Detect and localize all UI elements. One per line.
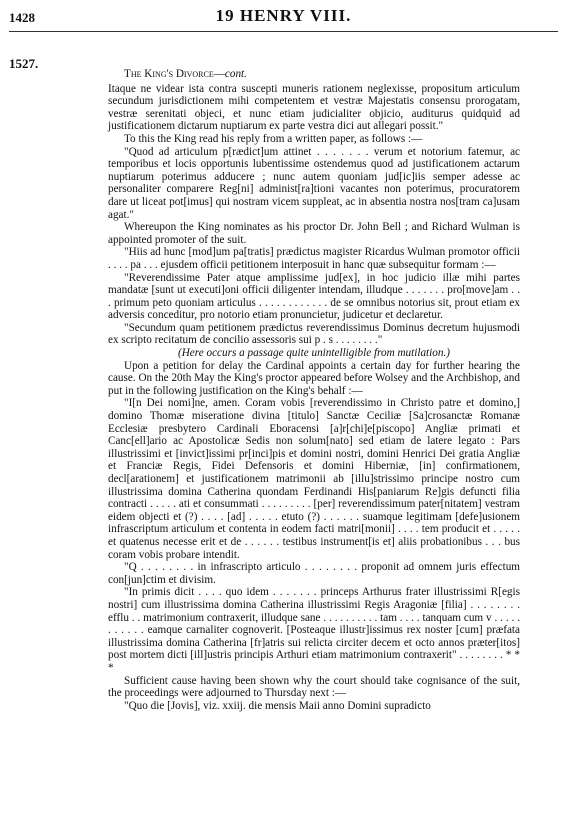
paragraph-5: "Hiis ad hunc [mod]um pa[tratis] prædictus magister Ricardus Wulman promotor officii . . . . pa . . . ejusdem officii petitionem interposuit in hanc quæ subsequitur formam :— (108, 246, 520, 271)
paragraph-3: "Quod ad articulum p[rædict]um attinet . . . . . . . verum et notorium fatemur, ac temporibus et locis opportunis lubentissime ostendemus quod ad justificationem actarum nuptiarum poterimus adducere ; nunc autem quoniam jud[ic]iis semper adesse ac personaliter comparere Reg[ni] administ[ra]tioni vacantes non poterimus, procuratorem dare ut liceat pot[imus] qui nostram vicem suppleat, ac in absentia nostra nos[tram ca]usam agat." (108, 145, 520, 221)
page-header (0, 6, 567, 28)
editorial-note: (Here occurs a passage quite unintelligible from mutilation.) (178, 347, 450, 360)
paragraph-7: "Secundum quam petitionem prædictus reverendissimus Dominus decretum hujusmodi ex scripto recitatum de concilio assessoris sui p . s . . . . . . . ." (108, 321, 520, 347)
paragraph-9: "I[n Dei nomi]ne, amen. Coram vobis [reverendissimo in Christo patre et domino,] domino Thomæ miseratione divina [titulo] Sanctæ Ceciliæ [Sa]crosanctæ Romanæ Ecclesiæ presbytero Cardinali Eboracensi [a]r[chi]e[piscopo] Angliæ primati et Canc[ell]ario ac Apostolicæ Sedis non solum[nato] sed etiam de latere legato : Pars illustrissimi et [invict]issimi pr[inci]pis et domini nostri, domini Henrici Dei gratia Angliæ et Franciæ Regis, Fidei Defensoris et domini Hiberniæ, [in] confirmationem, decl[arationem] et justificationem matrimonii ab [illu]strissimo principe nostro cum illustrissima domina Catherina quondam Ferdinandi His[paniarum Re]gis defuncti filia contracti . . . . . ati et consummati . . . . . . . . . [per] reverendissimum pater[nitatem] vestram eidem objecti et (?) . . . . [ad] . . . . . etuto (?) . . . . . . suamque legitimam [defe]usionem infrascriptum articulum et contenta in eodem facti matri[monii] . . . . tem producit et . . . . . et quatenus necesse erit et de . . . . . . testibus instrument[is et] aliis probationibus . . . bus coram vobis probare intendit. (108, 397, 520, 561)
section-title-cont: cont. (224, 68, 247, 80)
paragraph-1: Itaque ne videar ista contra suscepti muneris rationem neglexisse, propositum articulum secundum jurisdictionem mihi competentem et vestræ Majestatis consensu prorogatam, vestræ serenitati objeci, et nunc etiam judicialiter objicio, auditurus quidquid ad justificationem dictarum nuptiarum ex parte vestra dici aut allegari possit." (108, 82, 520, 133)
page-number: 1428 (9, 10, 35, 25)
running-head: 19 HENRY VIII. (215, 6, 352, 25)
year-marginal-note: 1527. (9, 56, 39, 71)
section-title (108, 68, 520, 81)
paragraph-2: To this the King read his reply from a written paper, as follows :— (124, 132, 423, 145)
paragraph-12: Sufficient cause having been shown why the court should take cognisance of the suit, the proceedings were adjourned to Thursday next :— (108, 674, 520, 700)
header-rule (9, 31, 558, 32)
paragraph-8: Upon a petition for delay the Cardinal appoints a certain day for further hearing the cause. On the 20th May the King's proctor appeared before Wolsey and the Archbishop, and put in the following justification on the King's behalf :— (108, 359, 520, 397)
paragraph-4: Whereupon the King nominates as his proctor Dr. John Bell ; and Richard Wulman is appointed promoter of the suit. (108, 221, 520, 246)
paragraph-6: "Reverendissime Pater atque amplissime jud[ex], in hoc judicio illæ mihi partes mandatæ [sunt ut executi]oni officii diligenter intendam, illudque . . . . . . . pro[move]am . . . primum peto quoniam articulus . . . . . . . . . . . . de se omnibus notorius sit, prout etiam ex adversis conceditur, pro notorio etiam pronuncietur, judicetur et declaretur. (108, 271, 520, 322)
document-body (108, 68, 520, 712)
paragraph-13: "Quo die [Jovis], viz. xxiij. die mensis Maii anno Domini supradicto (124, 699, 431, 712)
paragraph-11: "In primis dicit . . . . quo idem . . . . . . . princeps Arthurus frater illustrissimi R[egis nostri] cum illustrissima domina Catherina illustrissimi Regis Aragoniæ [filia] . . . . . . . . efflu . . matrimonium contraxerit, illudque sane . . . . . . . . . . tam . . . . tanquam cum v . . . . . . . . . . . eamque carnaliter cognoverit. [Posteaque illustr]issimus rex noster [cum] præfata illustrissima domina Catherina [fr]atris sui relicta circiter decem et octo annos præter[itos] post mortem dicti [ill]ustris principis Arthuri etiam matrimonium contraxerit" . . . . . . . . * * * (108, 586, 520, 674)
section-title-label: The King's Divorce— (124, 68, 225, 80)
paragraph-10: "Q . . . . . . . . in infrascripto articulo . . . . . . . . proponit ad omnem juris effectum con[jun]ctim et divisim. (108, 561, 520, 586)
